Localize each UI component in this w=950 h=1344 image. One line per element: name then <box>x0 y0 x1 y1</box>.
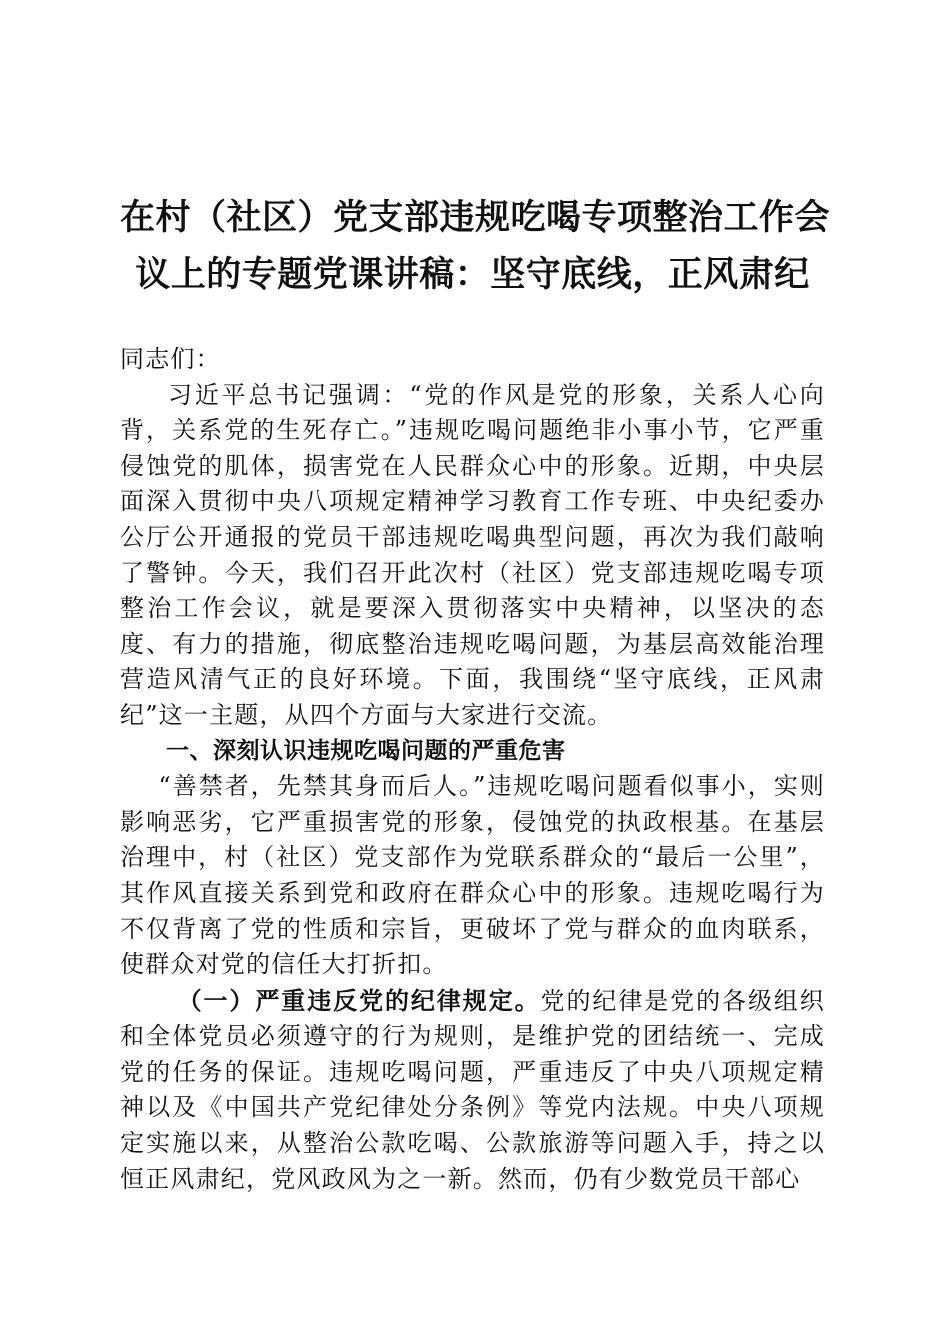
document-title <box>120 190 831 304</box>
title-line-1: 在村（社区）党支部违规吃喝专项整治工作会 <box>120 198 831 238</box>
paragraph-section-1: “善禁者，先禁其身而后人。”违规吃喝问题看似事小，实则影响恶劣，它严重损害党的形象，侵蚀党的执政根基。在基层治理中，村（社区）党支部作为党联系群众的“最后一公里”，其作风直接关系到党和政府在群众心中的形象。违规吃喝行为不仅背离了党的性质和宗旨，更破坏了党与群众的血肉联系，使群众对党的信任大打折扣。 <box>120 772 825 979</box>
greeting: 同志们： <box>120 345 221 373</box>
document-page <box>120 190 831 1197</box>
paragraph-subsection-1 <box>120 983 825 1198</box>
paragraph-intro: 习近平总书记强调：“党的作风是党的形象，关系人心向背，关系党的生死存亡。”违规吃喝问题绝非小事小节，它严重侵蚀党的肌体，损害党在人民群众心中的形象。近期，中央层面深入贯彻中央八项规定精神学习教育工作专班、中央纪委办公厅公开通报的党员干部违规吃喝典型问题，再次为我们敲响了警钟。今天，我们召开此次村（社区）党支部违规吃喝专项整治工作会议，就是要深入贯彻落实中央精神，以坚决的态度、有力的措施，彻底整治违规吃喝问题，为基层高效能治理营造风清气正的良好环境。下面，我围绕“坚守底线，正风肃纪”这一主题，从四个方面与大家进行交流。 <box>120 380 825 729</box>
title-line-2: 议上的专题党课讲稿：坚守底线，正风肃纪 <box>135 255 810 295</box>
document-body <box>120 342 825 1197</box>
subheading-1: （一）严重违反党的纪律规定。 <box>177 985 541 1015</box>
subsection-1-text: 党的纪律是党的各级组织和全体党员必须遵守的行为规则，是维护党的团结统一、完成党的任务的保证。违规吃喝问题，严重违反了中央八项规定精神以及《中国共产党纪律处分条例》等党内法规。中央八项规定实施以来，从整治公款吃喝、公款旅游等问题入手，持之以恒正风肃纪，党风政风为之一新。然而，仍有少数党员干部心 <box>120 986 825 1193</box>
section-heading-1: 一、深刻认识违规吃喝问题的严重危害 <box>166 737 566 764</box>
